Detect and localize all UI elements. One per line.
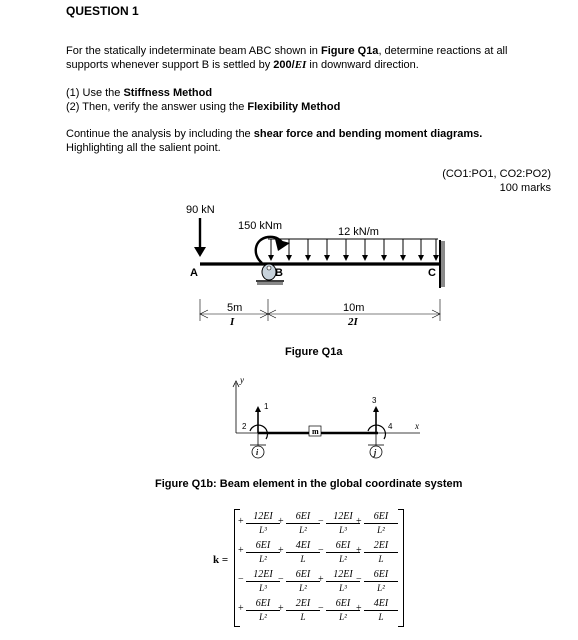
intro-settlement-ei: EI — [294, 59, 307, 71]
figure-q1b — [0, 365, 578, 495]
udl-label: 12 kN/m — [338, 226, 379, 238]
continue-text-1: Continue the analysis by including the — [66, 128, 254, 140]
intro-text-1: For the statically indeterminate beam ABC shown in — [66, 45, 321, 57]
span1-inertia: I — [230, 316, 235, 328]
matrix-cell — [358, 512, 404, 535]
span1-length: 5m — [227, 302, 243, 314]
dof4-label: 4 — [388, 422, 393, 431]
dof3-label: 3 — [372, 396, 377, 405]
moment-arrowhead-icon — [275, 239, 290, 251]
item2-method: Flexibility Method — [247, 101, 341, 113]
matrix-cell-denominator: L² — [259, 554, 267, 564]
matrix-cell-numerator: 6EI — [286, 570, 320, 582]
continue-text-2: Highlighting all the salient point. — [66, 142, 221, 154]
matrix-cell-denominator: L — [378, 554, 384, 564]
matrix-cell-sign: + — [238, 516, 244, 527]
matrix-cell-sign: − — [318, 516, 324, 527]
member-label: m — [312, 427, 319, 436]
course-outcomes: (CO1:PO1, CO2:PO2) — [442, 168, 551, 180]
matrix-cell-denominator: L² — [299, 583, 307, 593]
node-i-support-icon — [250, 433, 266, 445]
item1-method: Stiffness Method — [123, 87, 213, 99]
continue-paragraph — [66, 127, 552, 155]
span2-inertia: 2I — [348, 316, 358, 328]
matrix-cell-sign: + — [356, 516, 362, 527]
matrix-cell — [358, 599, 404, 622]
item-stiffness — [66, 86, 552, 100]
label-c: C — [428, 267, 436, 279]
matrix-cell-sign: − — [356, 574, 362, 585]
matrix-cell — [358, 541, 404, 564]
matrix-cell-denominator: L — [378, 612, 384, 622]
matrix-cell-numerator: 6EI — [246, 599, 280, 611]
matrix-cell-denominator: L² — [339, 554, 347, 564]
item1-prefix: (1) Use the — [66, 87, 124, 99]
span2-length: 10m — [343, 302, 365, 314]
intro-text-2: , determine reactions at all supports whenever support B is settled by — [66, 45, 508, 71]
dof3-arrow — [373, 406, 379, 433]
matrix-cell-denominator: L — [300, 612, 306, 622]
matrix-cell-denominator: L³ — [339, 583, 347, 593]
point-load-arrow — [194, 218, 206, 257]
matrix-cell-sign: + — [356, 545, 362, 556]
intro-figure-ref: Figure Q1a — [320, 45, 379, 57]
matrix-cell-denominator: L² — [377, 583, 385, 593]
fixed-support-c — [440, 240, 445, 288]
matrix-cell-numerator: 6EI — [286, 512, 320, 524]
matrix-cell-numerator: 6EI — [364, 570, 398, 582]
matrix-cell-numerator: 12EI — [246, 570, 280, 582]
matrix-cell-sign: − — [318, 545, 324, 556]
matrix-cell-denominator: L³ — [259, 525, 267, 535]
matrix-cell-denominator: L² — [339, 612, 347, 622]
intro-settlement-value: 200/ — [273, 59, 295, 71]
matrix-cell-sign: + — [278, 516, 284, 527]
matrix-cell-sign: + — [318, 574, 324, 585]
axis-y-label: y — [240, 375, 244, 385]
item-flexibility — [66, 100, 552, 114]
matrix-cell-numerator: 12EI — [326, 512, 360, 524]
udl-arrows — [268, 239, 439, 261]
matrix-cell-sign: + — [278, 545, 284, 556]
matrix-cell-sign: + — [278, 603, 284, 614]
matrix-cell-denominator: L³ — [259, 583, 267, 593]
matrix-cell-numerator: 6EI — [364, 512, 398, 524]
label-a: A — [190, 267, 198, 279]
matrix-cell-numerator: 6EI — [326, 599, 360, 611]
figure-q1a — [0, 195, 578, 365]
intro-text-3: in downward direction. — [306, 59, 419, 71]
matrix-cell-numerator: 4EI — [286, 541, 320, 553]
matrix-cell-numerator: 6EI — [326, 541, 360, 553]
matrix-cell-sign: + — [238, 545, 244, 556]
figure-q1b-caption: Figure Q1b: Beam element in the global coordinate system — [155, 478, 463, 490]
axis-x-label: x — [415, 421, 419, 431]
node-j-label: j — [374, 448, 377, 457]
matrix-cell-denominator: L³ — [339, 525, 347, 535]
matrix-cell-numerator: 12EI — [326, 570, 360, 582]
matrix-cell-denominator: L² — [377, 525, 385, 535]
dof1-arrow — [255, 406, 261, 433]
matrix-cell-numerator: 4EI — [364, 599, 398, 611]
point-load-label: 90 kN — [186, 204, 215, 216]
matrix-cell-denominator: L² — [299, 525, 307, 535]
matrix-label: k = — [213, 554, 229, 566]
matrix-cell-numerator: 2EI — [286, 599, 320, 611]
node-i-label: i — [256, 448, 259, 457]
question-title: QUESTION 1 — [66, 4, 139, 18]
node-j-support-icon — [368, 433, 384, 445]
matrix-cell-sign: − — [318, 603, 324, 614]
moment-label: 150 kNm — [238, 220, 283, 232]
marks: 100 marks — [499, 182, 551, 194]
matrix-cell — [358, 570, 404, 593]
matrix-cell-sign: + — [238, 603, 244, 614]
matrix-cell-sign: + — [356, 603, 362, 614]
dof2-label: 2 — [242, 422, 247, 431]
matrix-cell-denominator: L² — [259, 612, 267, 622]
question-intro — [66, 44, 552, 72]
matrix-cell-numerator: 6EI — [246, 541, 280, 553]
continue-text-bold: shear force and bending moment diagrams. — [253, 128, 483, 140]
matrix-cell-numerator: 12EI — [246, 512, 280, 524]
dof1-label: 1 — [264, 402, 269, 411]
matrix-cell-sign: − — [278, 574, 284, 585]
label-b: B — [275, 267, 283, 279]
matrix-cell-sign: − — [238, 574, 244, 585]
figure-q1a-caption: Figure Q1a — [285, 346, 343, 358]
item2-prefix: (2) Then, verify the answer using the — [66, 101, 248, 113]
matrix-cell-denominator: L — [300, 554, 306, 564]
matrix-cell-numerator: 2EI — [364, 541, 398, 553]
